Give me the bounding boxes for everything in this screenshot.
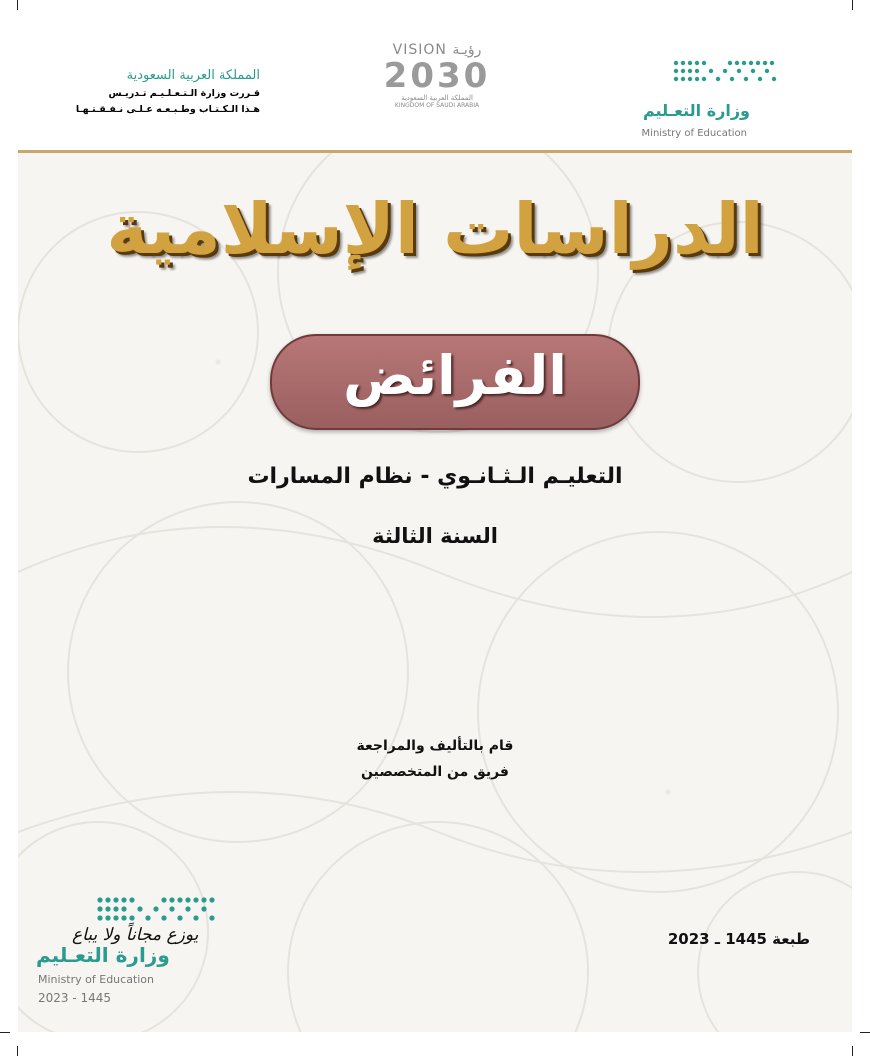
ministry-arabic-name: وزارة التعـليم <box>36 943 170 967</box>
subject-title: الفرائض <box>343 344 567 407</box>
kingdom-name: المملكة العربية السعودية <box>126 68 260 83</box>
free-distribution-text: يوزع مجاناً ولا يباع <box>72 925 199 945</box>
free-distribution-logo <box>32 895 232 1015</box>
education-level: التعليـم الـثـانـوي - نظام المسارات <box>247 464 623 489</box>
vision-english: KINGDOM OF SAUDI ARABIA <box>394 102 480 109</box>
ministry-english-name: Ministry of Education <box>641 128 747 139</box>
vision-year: 2030 <box>383 56 491 96</box>
vision-arabic: المملكة العربية السعودية <box>401 94 473 102</box>
ministry-decision: قـررت وزارة الـتـعـلـيـم تـدريـس <box>108 88 260 99</box>
crop-mark <box>852 0 853 10</box>
vision-2030-logo <box>372 42 502 122</box>
kingdom-statement <box>70 68 260 115</box>
ministry-dots-icon <box>670 58 780 88</box>
ministry-english-name: Ministry of Education <box>38 973 155 986</box>
ministry-dots-icon <box>94 895 224 925</box>
header-rule <box>18 150 852 153</box>
crop-mark <box>860 1032 870 1033</box>
authors-label: قام بالتأليف والمراجعة <box>356 738 514 754</box>
ministry-logo <box>630 58 780 148</box>
logo-year: 2023 - 1445 <box>38 991 112 1005</box>
book-title: الدراسات الإسلامية <box>106 188 764 270</box>
crop-mark <box>0 1032 10 1033</box>
vision-label: VISION رؤيـة <box>392 42 482 58</box>
crop-mark <box>852 1046 853 1056</box>
printing-statement: هـذا الـكـتـاب وطـبـعـه عـلـى نـفـقـتـهـا <box>75 104 260 115</box>
authors-block <box>0 738 870 790</box>
subject-badge <box>270 334 640 430</box>
edition-label: طبعة 1445 ـ 2023 <box>667 930 810 948</box>
ministry-arabic-name: وزارة التعـليم <box>643 101 750 120</box>
grade-year: السنة الثالثة <box>372 524 498 548</box>
authors-team: فريق من المتخصصين <box>361 764 509 780</box>
crop-mark <box>17 1046 18 1056</box>
